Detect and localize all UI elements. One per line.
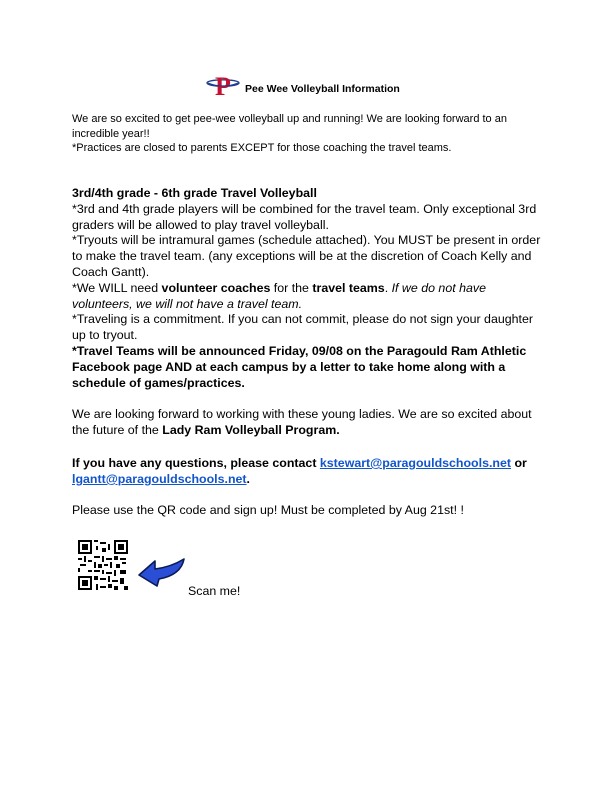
page-title: Pee Wee Volleyball Information [245,83,400,95]
travel-paragraph-combined: *3rd and 4th grade players will be combined for the travel team. Only exceptional 3rd graders will be allowed to play travel volleyball. [72,201,537,232]
travel-paragraph-tryouts: *Tryouts will be intramural games (schedule attached). You MUST be present in order to make the travel team. (any exceptions will be at the discretion of Coach Kelly and Coach Gantt). [72,233,541,279]
travel-section [72,186,542,391]
document-header [205,70,400,100]
travel-heading: 3rd/4th grade - 6th grade Travel Volleyball [72,186,317,200]
travel-paragraph-commitment: *Traveling is a commitment. If you can not commit, please do not sign your daughter up to tryout. [72,312,533,343]
logo-letter: P [215,72,231,99]
intro-line-2: *Practices are closed to parents EXCEPT for those coaching the travel teams. [72,142,452,155]
email-link-kstewart[interactable]: kstewart@paragouldschools.net [319,456,511,470]
arrow-left-icon [137,555,187,589]
qr-instruction: Please use the QR code and sign up! Must be completed by Aug 21st! ! [72,503,464,517]
travel-paragraph-announcement: *Travel Teams will be announced Friday, 09/08 on the Paragould Ram Athletic Facebook page AND at each campus by a letter to take home along with a schedule of games/practices. [72,343,527,390]
closing-paragraph: We are looking forward to working with these young ladies. We are so excited about the future of the Lady Ram Volleyball Program. [72,407,532,437]
travel-paragraph-volunteers: *We WILL need volunteer coaches for the travel teams. If we do not have volunteers, we will not have a travel team. [72,280,486,311]
email-link-lgantt[interactable]: lgantt@paragouldschools.net [72,471,247,486]
intro-line-1: We are so excited to get pee-wee volleyball up and running! We are looking forward to an incredible year!! [72,113,507,140]
intro-section [72,112,542,156]
paragould-p-logo-icon [205,71,241,99]
scan-me-label: Scan me! [188,584,241,598]
qr-code-icon[interactable] [78,540,128,590]
contact-paragraph: If you have any questions, please contact kstewart@paragouldschools.net or lgantt@paragouldschools.net. [72,456,527,486]
